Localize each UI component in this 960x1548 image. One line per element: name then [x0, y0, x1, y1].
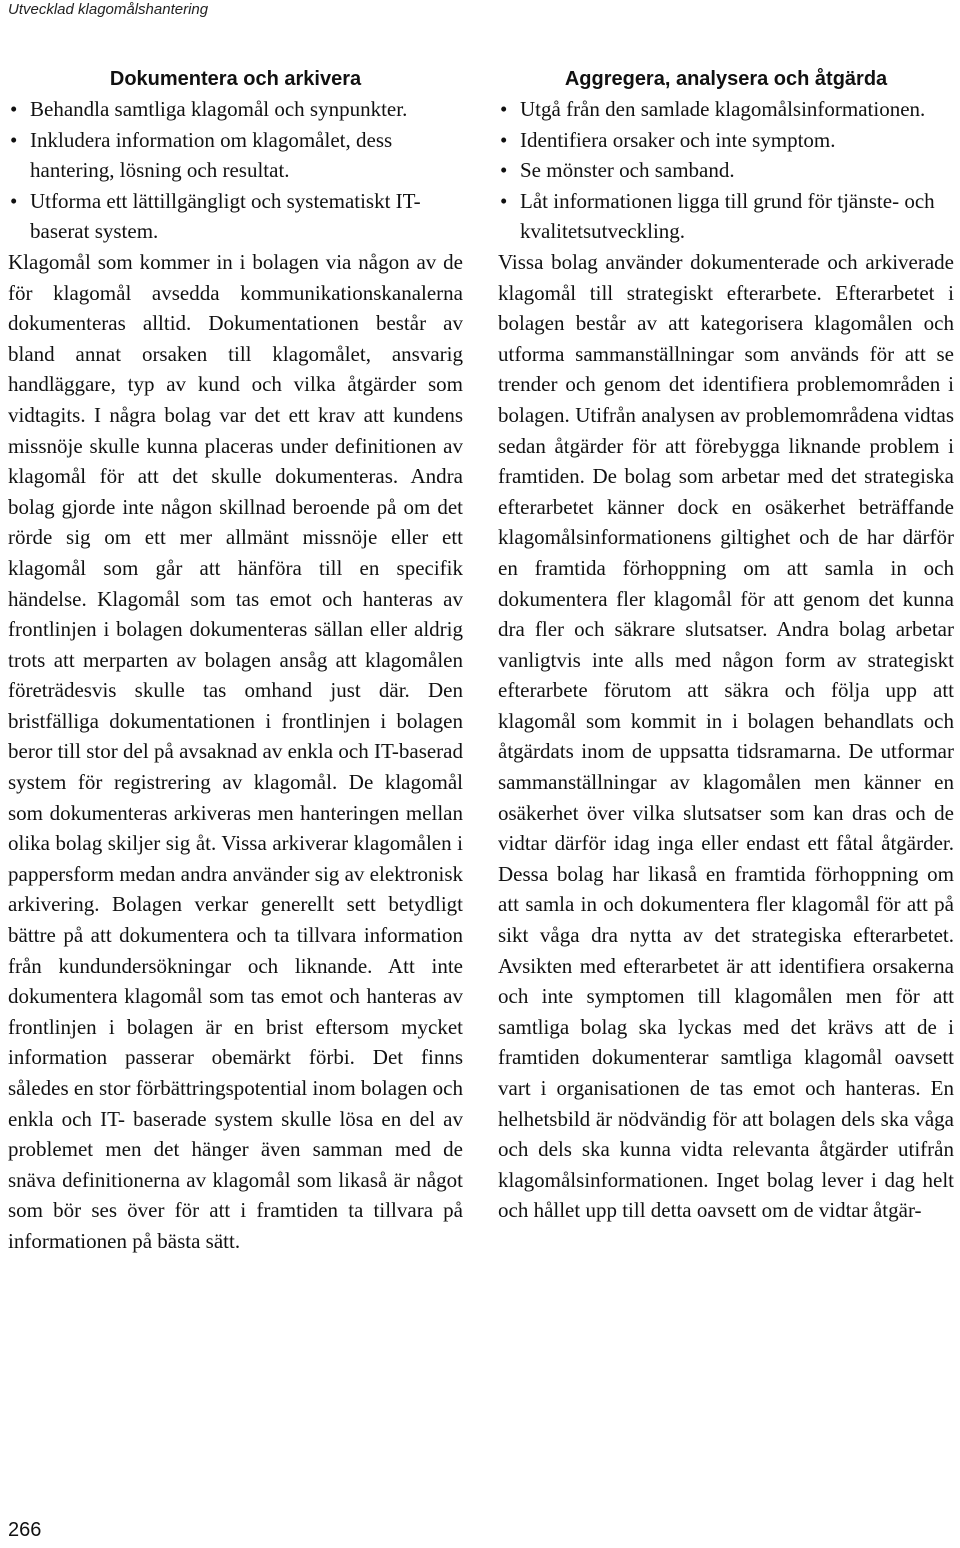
bullet-icon: •: [10, 97, 18, 121]
list-item: • Låt informationen ligga till grund för tjänste- och kvalitetsutveckling.: [498, 186, 954, 247]
right-bullet-list: [498, 94, 954, 247]
bullet-icon: •: [500, 158, 508, 183]
section-heading-aggregate-analyse: Aggregera, analysera och åtgärda: [564, 68, 888, 90]
list-item: • Behandla samtliga klagomål och synpunkter.: [8, 94, 463, 125]
list-item: • Utgå från den samlade klagomålsinformationen.: [498, 94, 954, 125]
bullet-icon: •: [500, 97, 508, 121]
list-item: • Se mönster och samband.: [498, 155, 954, 186]
left-column: [8, 64, 463, 1257]
running-header: Utvecklad klagomålshantering: [8, 1, 209, 18]
left-body-paragraph: Klagomål som kommer in i bolagen via någon av de för klagomål avsedda kommunikationskanalerna dokumenteras alltid. Dokumentationen består av bland annat orsaken till klagomålet, ansvarig handläggare, typ av kund och vilka åtgärder som vidtagits. I några bolag var det ett krav att kundens missnöje skulle kunna placeras under definitionen av klagomål för att det skulle dokumenteras. Andra bolag gjorde inte någon skillnad beroende på om det rörde sig om ett mer allmänt missnöje eller ett klagomål som går att hänföra till en specifik händelse. Klagomål som tas emot och hanteras av frontlinjen i bolagen dokumenteras sällan eller aldrig trots att merparten av bolagen ansåg att klagomålen företrädesvis skulle tas omhand just där. Den bristfälliga dokumentationen i frontlinjen i bolagen beror till stor del på avsaknad av enkla och IT-baserad system för registrering av klagomål. De klagomål som dokumenteras arkiveras men hanteringen mellan olika bolag skiljer sig åt. Vissa arkiverar klagomålen i pappersform medan andra använder sig av elektronisk arkivering. Bolagen verkar generellt sett betydligt bättre på att dokumentera och ta tillvara information från kundundersökningar och liknande. Att inte dokumentera klagomål som tas emot och hanteras av frontlinjen i bolagen är en brist eftersom mycket information passerar obemärkt förbi. Det finns således en stor förbättringspotential inom bolagen och enkla och IT- baserade system skulle lösa en del av problemet men det hänger även samman med de snäva definitionerna av klagomål som likaså är något som bör ses över för att i framtiden ta tillvara på informationen på bästa sätt.: [8, 249, 463, 1253]
bullet-icon: •: [10, 127, 18, 152]
section-heading-document-archive: Dokumentera och arkivera: [109, 68, 362, 90]
left-bullet-list: [8, 94, 463, 247]
list-item: • Inkludera information om klagomålet, dess hantering, lösning och resultat.: [8, 125, 463, 186]
list-item: • Utforma ett lättillgängligt och systematiskt IT- baserat system.: [8, 186, 463, 247]
right-column: [498, 64, 954, 1226]
bullet-icon: •: [500, 188, 508, 213]
bullet-icon: •: [10, 188, 18, 213]
page-number: 266: [8, 1519, 42, 1541]
right-body-paragraph: Vissa bolag använder dokumenterade och arkiverade klagomål till strategiskt efterarbete. Efterarbetet i bolagen består av att kategorisera klagomålen och utforma sammanställningar som används för att se trender och genom det identifiera problemområden i bolagen. Utifrån analysen av problemområdena vidtas sedan åtgärder för att förebygga liknande problem i framtiden. De bolag som arbetar med det strategiska efterarbetet känner dock en osäkerhet beträffande klagomålsinformationens giltighet och de har därför en framtida förhoppning om att samla in och dokumentera fler klagomål för att genom det kunna dra fler och säkrare slutsatser. Andra bolag arbetar vanligtvis inte alls med någon form av strategiskt efterarbete förutom att säkra och följa upp att klagomål som kommit in i bolagen behandlats och åtgärdats inom de uppsatta tidsramarna. De utformar sammanställningar av klagomålen men känner en osäkerhet över vilka slutsatser som kan dras och de vidtar därför idag inga eller endast ett fåtal åtgärder. Dessa bolag har likaså en framtida förhoppning om att samla in och dokumentera fler klagomål för att på sikt våga dra nytta av det strategiska efterarbetet. Avsikten med efterarbetet är att identifiera orsakerna och inte symptomen till klagomålen men för att samtliga bolag ska lyckas med det krävs att de i framtiden dokumenterar samtliga klagomål oavsett vart i organisationen de tas emot och hanteras. En helhetsbild är nödvändig för att bolagen dels ska våga och dels ska kunna vidta relevanta åtgärder utifrån klagomålsinformationen. Inget bolag lever i dag helt och hållet upp till detta oavsett om de vidtar åtgär-: [498, 249, 954, 1223]
bullet-icon: •: [500, 127, 508, 152]
list-item: • Identifiera orsaker och inte symptom.: [498, 125, 954, 156]
